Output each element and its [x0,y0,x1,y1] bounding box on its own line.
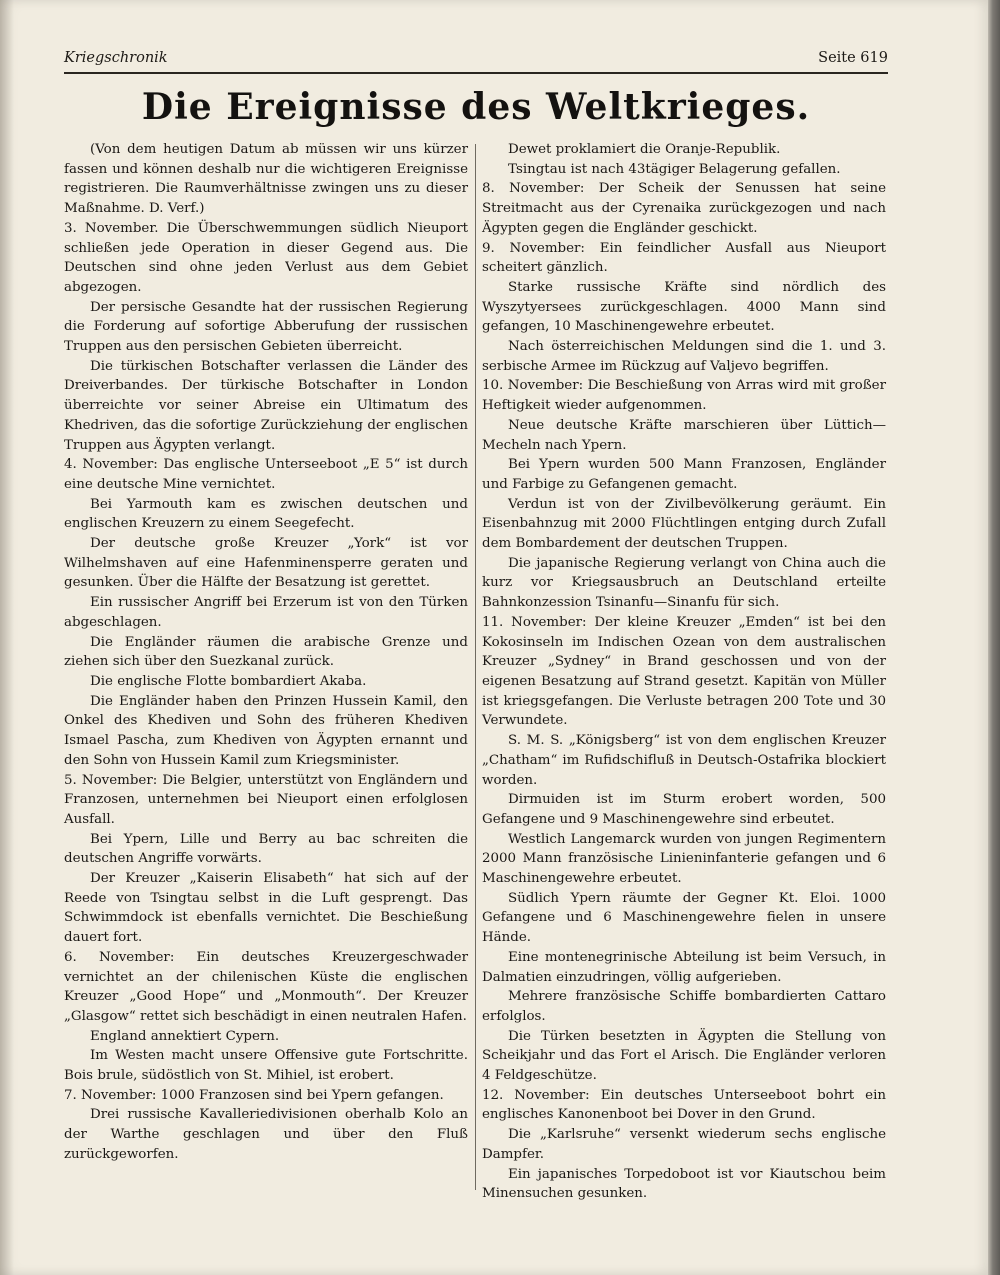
paragraph: Nach österreichischen Meldungen sind die 1. und 3. serbische Armee im Rückzug auf Valjevo begriffen. [482,339,886,374]
paragraph: Die Engländer haben den Prinzen Hussein Kamil, den Onkel des Khediven und Sohn des früheren Khediven Ismael Pascha, zum Khediven von Ägypten ernannt und den Sohn von Hussein Kamil zum Kriegsminister. [64,693,468,768]
paragraph: Bei Ypern, Lille und Berry au bac schreiten die deutschen Angriffe vorwärts. [64,831,468,867]
running-head [64,46,888,72]
paragraph: Der Kreuzer „Kaiserin Elisabeth“ hat sich auf der Reede von Tsingtau selbst in die Luft gesprengt. Das Schwimmdock ist ebenfalls vernichtet. Die Beschießung dauert fort. [64,871,468,946]
article-title: Die Ereignisse des Weltkrieges. [141,86,811,128]
paragraph: Starke russische Kräfte sind nördlich des Wyszytyersees zurückgeschlagen. 4000 Mann sind gefangen, 10 Maschinengewehre erbeutet. [482,279,886,335]
dated-entry: 9. November: Ein feindlicher Ausfall aus Nieuport scheitert gänzlich. [482,240,886,276]
paragraph: Eine montenegrinische Abteilung ist beim Versuch, in Dalmatien einzudringen, völlig aufgerieben. [482,949,886,985]
dated-entry: 8. November: Der Scheik der Senussen hat seine Streitmacht aus der Cyrenaika zurückgezogen und nach Ägypten gegen die Engländer geschickt. [482,181,886,236]
paragraph: Westlich Langemarck wurden von jungen Regimentern 2000 Mann französische Linieninfanterie gefangen und 6 Maschinengewehre erbeutet. [482,831,886,887]
dated-entry: 4. November: Das englische Unterseeboot „E 5“ ist durch eine deutsche Mine vernichtet. [64,457,468,492]
column-divider [475,144,476,1190]
paragraph: Bei Ypern wurden 500 Mann Franzosen, Engländer und Farbige zu Gefangenen gemacht. [482,457,886,492]
paragraph: England annektiert Cypern. [90,1028,280,1044]
left-column [64,140,468,1165]
dated-entry: 3. November. Die Überschwemmungen südlich Nieuport schließen jede Operation in dieser Gegend aus. Die Deutschen sind ohne jeden Verlust aus dem Gebiet abgezogen. [64,220,468,295]
header-rule [64,72,888,74]
paragraph: Ein russischer Angriff bei Erzerum ist von den Türken abgeschlagen. [64,595,468,630]
paragraph: Die türkischen Botschafter verlassen die Länder des Dreiverbandes. Der türkische Botschafter in London überreichte vor seiner Abreise ein Ultimatum des Khedriven, das die sofortige Zurückziehung der englischen Truppen aus Ägypten verlangt. [64,358,468,453]
paragraph: Drei russische Kavalleriedivisionen oberhalb Kolo an der Warthe geschlagen und über den Fluß zurückgeworfen. [64,1107,468,1162]
paragraph: Dirmuiden ist im Sturm erobert worden, 500 Gefangene und 9 Maschinengewehre sind erbeutet. [482,792,886,827]
paragraph: Südlich Ypern räumte der Gegner Kt. Eloi. 1000 Gefangene und 6 Maschinengewehre fielen in unsere Hände. [482,890,886,946]
paragraph: (Von dem heutigen Datum ab müssen wir uns kürzer fassen und können deshalb nur die wichtigeren Ereignisse registrieren. Die Raumverhältnisse zwingen uns zu dieser Maßnahme. D. Verf.) [64,142,468,217]
paragraph: S. M. S. „Königsberg“ ist von dem englischen Kreuzer „Chatham“ im Rufidschifluß in Deutsch-Ostafrika blockiert worden. [482,733,886,788]
paragraph: Die japanische Regierung verlangt von China auch die kurz vor Kriegsausbruch an Deutschland erteilte Bahnkonzession Tsinanfu—Sinanfu für sich. [482,555,886,611]
paragraph: Dewet proklamiert die Oranje-Republik. [508,142,781,157]
dated-entry: 10. November: Die Beschießung von Arras wird mit großer Heftigkeit wieder aufgenommen. [482,378,886,414]
paragraph: Die englische Flotte bombardiert Akaba. [90,673,367,689]
page-edge [988,0,1000,1275]
paragraph: Der persische Gesandte hat der russischen Regierung die Forderung auf sofortige Abberufung der russischen Truppen aus den persischen Gebieten überreicht. [64,299,468,355]
paragraph: Neue deutsche Kräfte marschieren über Lüttich—Mecheln nach Ypern. [482,417,886,453]
gutter-shadow [0,0,14,1275]
dated-entry: 6. November: Ein deutsches Kreuzergeschwader vernichtet an der chilenischen Küste die englischen Kreuzer „Good Hope“ und „Monmouth“. Der Kreuzer „Glasgow“ rettet sich beschädigt in einen neutralen Hafen. [64,949,468,1024]
page-number: Seite 619 [818,50,888,66]
paragraph: Der deutsche große Kreuzer „York“ ist vor Wilhelmshaven auf eine Hafenminensperre geraten und gesunken. Über die Hälfte der Besatzung ist gerettet. [64,536,468,591]
paragraph: Tsingtau ist nach 43tägiger Belagerung gefallen. [508,161,841,177]
paragraph: Die Engländer räumen die arabische Grenze und ziehen sich über den Suezkanal zurück. [64,634,468,670]
dated-entry: 12. November: Ein deutsches Unterseeboot bohrt ein englisches Kanonenboot bei Dover in den Grund. [482,1087,886,1123]
paragraph: Bei Yarmouth kam es zwischen deutschen und englischen Kreuzern zu einem Seegefecht. [64,496,468,532]
paragraph: Ein japanisches Torpedoboot ist vor Kiautschou beim Minensuchen gesunken. [482,1166,886,1202]
paragraph: Die „Karlsruhe“ versenkt wiederum sechs englische Dampfer. [482,1127,886,1162]
paragraph: Mehrere französische Schiffe bombardierten Cattaro erfolglos. [482,989,886,1024]
dated-entry: 7. November: 1000 Franzosen sind bei Ypern gefangen. [64,1087,444,1103]
paragraph: Verdun ist von der Zivilbevölkerung geräumt. Ein Eisenbahnzug mit 2000 Flüchtlingen entging durch Zufall dem Bombardement der deutschen Truppen. [482,496,886,552]
paragraph: Im Westen macht unsere Offensive gute Fortschritte. Bois brule, südöstlich von St. Mihiel, ist erobert. [64,1048,468,1084]
paragraph: Die Türken besetzten in Ägypten die Stellung von Scheikjahr und das Fort el Arisch. Die Engländer verloren 4 Feldgeschütze. [482,1028,886,1084]
running-head-title: Kriegschronik [64,50,168,66]
dated-entry: 5. November: Die Belgier, unterstützt von Engländern und Franzosen, unternehmen bei Nieuport einen erfolglosen Ausfall. [64,772,468,827]
right-column [482,140,886,1204]
dated-entry: 11. November: Der kleine Kreuzer „Emden“ ist bei den Kokosinseln im Indischen Ozean von dem australischen Kreuzer „Sydney“ in Brand geschossen und von der eigenen Besatzung auf Strand gesetzt. Kapitän von Müller ist kriegsgefangen. Die Verluste betragen 200 Tote und 30 Verwundete. [482,614,886,729]
